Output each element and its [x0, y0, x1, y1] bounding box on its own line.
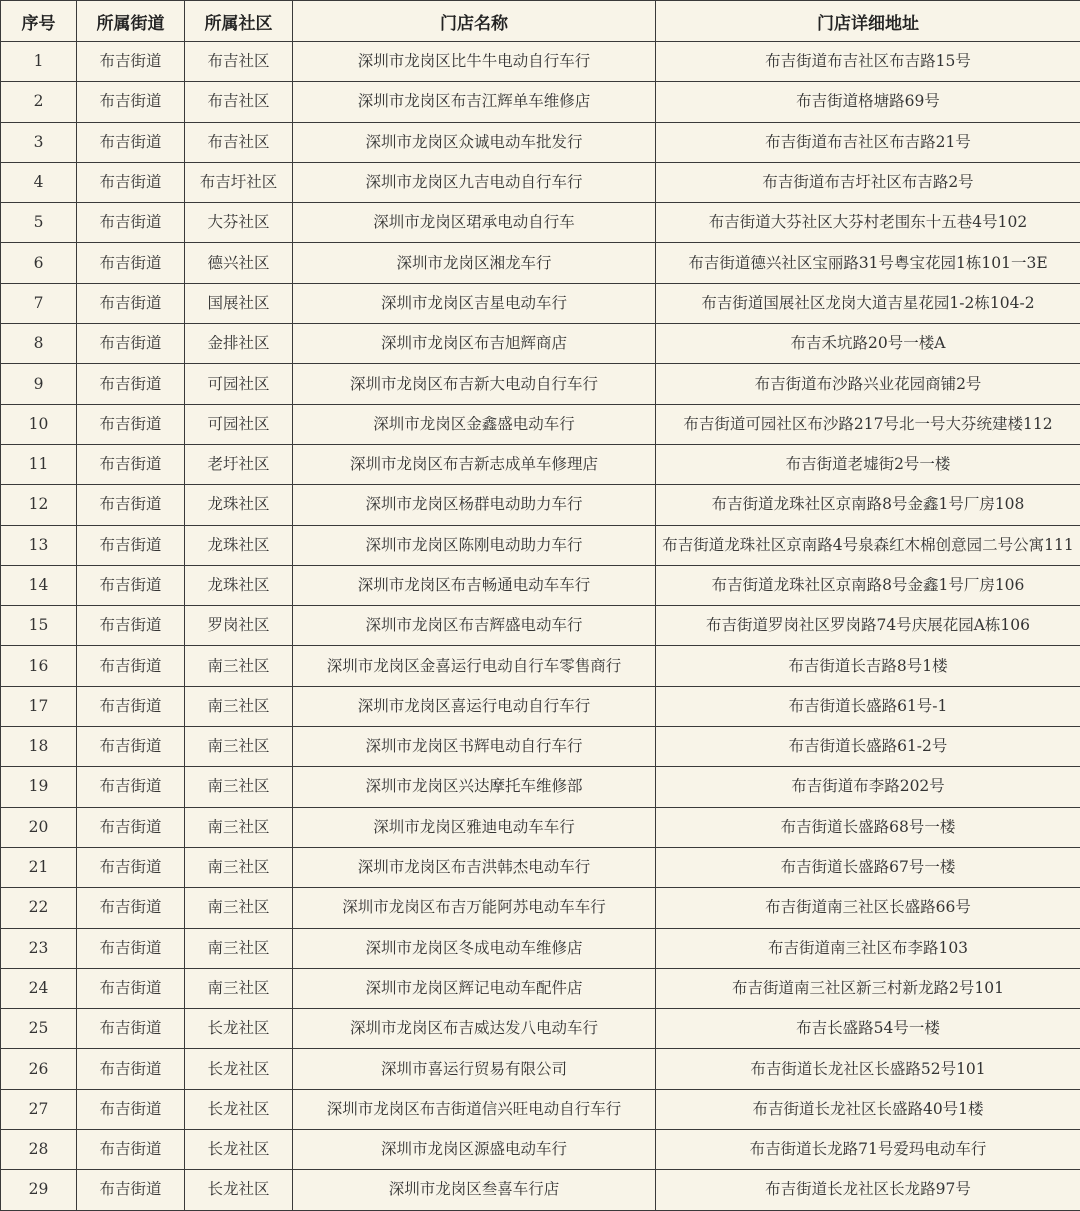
- cell-street: 布吉街道: [77, 122, 185, 162]
- cell-community: 可园社区: [185, 404, 293, 444]
- cell-store-name: 深圳市龙岗区书辉电动自行车行: [293, 727, 656, 767]
- cell-store-name: 深圳市龙岗区叁喜车行店: [293, 1170, 656, 1210]
- cell-store-name: 深圳市龙岗区杨群电动助力车行: [293, 485, 656, 525]
- cell-no: 2: [1, 82, 77, 122]
- cell-no: 24: [1, 968, 77, 1008]
- cell-store-address: 布吉禾坑路20号一楼A: [656, 324, 1080, 364]
- cell-store-address: 布吉街道长龙社区长盛路40号1楼: [656, 1089, 1080, 1129]
- cell-store-address: 布吉街道国展社区龙岗大道吉星花园1-2栋104-2: [656, 283, 1080, 323]
- cell-no: 19: [1, 767, 77, 807]
- table-row: [1, 1170, 1080, 1210]
- cell-store-name: 深圳市龙岗区陈刚电动助力车行: [293, 525, 656, 565]
- table-row: [1, 122, 1080, 162]
- table-row: [1, 807, 1080, 847]
- cell-street: 布吉街道: [77, 1049, 185, 1089]
- cell-street: 布吉街道: [77, 444, 185, 484]
- cell-street: 布吉街道: [77, 606, 185, 646]
- table-row: [1, 203, 1080, 243]
- cell-store-address: 布吉街道布吉圩社区布吉路2号: [656, 162, 1080, 202]
- cell-no: 28: [1, 1130, 77, 1170]
- cell-store-name: 深圳市龙岗区众诚电动车批发行: [293, 122, 656, 162]
- cell-community: 国展社区: [185, 283, 293, 323]
- table-row: [1, 1049, 1080, 1089]
- table-row: [1, 162, 1080, 202]
- cell-community: 布吉圩社区: [185, 162, 293, 202]
- cell-no: 6: [1, 243, 77, 283]
- cell-street: 布吉街道: [77, 525, 185, 565]
- cell-store-address: 布吉街道龙珠社区京南路4号泉森红木棉创意园二号公寓111: [656, 525, 1080, 565]
- cell-store-address: 布吉街道布李路202号: [656, 767, 1080, 807]
- table-row: [1, 646, 1080, 686]
- cell-community: 龙珠社区: [185, 485, 293, 525]
- table-row: [1, 82, 1080, 122]
- header-store-address: 门店详细地址: [656, 1, 1080, 42]
- cell-community: 南三社区: [185, 727, 293, 767]
- cell-no: 17: [1, 686, 77, 726]
- cell-store-address: 布吉街道南三社区长盛路66号: [656, 888, 1080, 928]
- cell-store-address: 布吉街道大芬社区大芬村老围东十五巷4号102: [656, 203, 1080, 243]
- cell-street: 布吉街道: [77, 42, 185, 82]
- cell-no: 15: [1, 606, 77, 646]
- cell-street: 布吉街道: [77, 565, 185, 605]
- cell-street: 布吉街道: [77, 283, 185, 323]
- cell-store-address: 布吉街道龙珠社区京南路8号金鑫1号厂房108: [656, 485, 1080, 525]
- cell-community: 金排社区: [185, 324, 293, 364]
- table-row: [1, 727, 1080, 767]
- cell-community: 布吉社区: [185, 42, 293, 82]
- cell-store-name: 深圳市龙岗区布吉畅通电动车车行: [293, 565, 656, 605]
- cell-store-name: 深圳市龙岗区雅迪电动车车行: [293, 807, 656, 847]
- cell-no: 20: [1, 807, 77, 847]
- cell-street: 布吉街道: [77, 1009, 185, 1049]
- cell-street: 布吉街道: [77, 1089, 185, 1129]
- table-row: [1, 968, 1080, 1008]
- cell-no: 27: [1, 1089, 77, 1129]
- cell-street: 布吉街道: [77, 727, 185, 767]
- cell-community: 德兴社区: [185, 243, 293, 283]
- cell-no: 29: [1, 1170, 77, 1210]
- table-row: [1, 888, 1080, 928]
- cell-no: 25: [1, 1009, 77, 1049]
- cell-store-name: 深圳市龙岗区辉记电动车配件店: [293, 968, 656, 1008]
- table-row: [1, 1009, 1080, 1049]
- cell-store-name: 深圳市龙岗区布吉威达发八电动车行: [293, 1009, 656, 1049]
- cell-store-address: 布吉街道南三社区布李路103: [656, 928, 1080, 968]
- cell-community: 龙珠社区: [185, 565, 293, 605]
- cell-store-name: 深圳市龙岗区冬成电动车维修店: [293, 928, 656, 968]
- cell-community: 龙珠社区: [185, 525, 293, 565]
- cell-community: 大芬社区: [185, 203, 293, 243]
- table-row: [1, 485, 1080, 525]
- cell-community: 长龙社区: [185, 1170, 293, 1210]
- table-row: [1, 404, 1080, 444]
- cell-no: 1: [1, 42, 77, 82]
- cell-no: 22: [1, 888, 77, 928]
- cell-community: 长龙社区: [185, 1130, 293, 1170]
- table-row: [1, 324, 1080, 364]
- cell-store-address: 布吉街道龙珠社区京南路8号金鑫1号厂房106: [656, 565, 1080, 605]
- cell-store-name: 深圳市龙岗区珺承电动自行车: [293, 203, 656, 243]
- cell-no: 21: [1, 847, 77, 887]
- cell-community: 南三社区: [185, 807, 293, 847]
- cell-store-name: 深圳市龙岗区金喜运行电动自行车零售商行: [293, 646, 656, 686]
- cell-store-name: 深圳市龙岗区布吉江辉单车维修店: [293, 82, 656, 122]
- cell-no: 9: [1, 364, 77, 404]
- cell-community: 长龙社区: [185, 1049, 293, 1089]
- cell-street: 布吉街道: [77, 767, 185, 807]
- cell-no: 8: [1, 324, 77, 364]
- cell-store-address: 布吉街道长龙路71号爱玛电动车行: [656, 1130, 1080, 1170]
- cell-store-address: 布吉长盛路54号一楼: [656, 1009, 1080, 1049]
- cell-store-address: 布吉街道可园社区布沙路217号北一号大芬统建楼112: [656, 404, 1080, 444]
- table-row: [1, 847, 1080, 887]
- table-row: [1, 444, 1080, 484]
- cell-no: 13: [1, 525, 77, 565]
- cell-community: 可园社区: [185, 364, 293, 404]
- table-row: [1, 525, 1080, 565]
- cell-community: 南三社区: [185, 888, 293, 928]
- table-row: [1, 42, 1080, 82]
- cell-no: 4: [1, 162, 77, 202]
- cell-store-name: 深圳市龙岗区布吉新志成单车修理店: [293, 444, 656, 484]
- header-no: 序号: [1, 1, 77, 42]
- cell-street: 布吉街道: [77, 82, 185, 122]
- cell-street: 布吉街道: [77, 162, 185, 202]
- cell-store-address: 布吉街道长龙社区长盛路52号101: [656, 1049, 1080, 1089]
- cell-no: 12: [1, 485, 77, 525]
- cell-street: 布吉街道: [77, 203, 185, 243]
- cell-no: 5: [1, 203, 77, 243]
- cell-store-name: 深圳市龙岗区布吉万能阿苏电动车车行: [293, 888, 656, 928]
- table-row: [1, 243, 1080, 283]
- cell-community: 南三社区: [185, 646, 293, 686]
- cell-store-name: 深圳市龙岗区金鑫盛电动车行: [293, 404, 656, 444]
- cell-no: 7: [1, 283, 77, 323]
- cell-street: 布吉街道: [77, 686, 185, 726]
- cell-store-name: 深圳市龙岗区布吉洪韩杰电动车行: [293, 847, 656, 887]
- cell-store-name: 深圳市龙岗区兴达摩托车维修部: [293, 767, 656, 807]
- cell-store-address: 布吉街道长盛路67号一楼: [656, 847, 1080, 887]
- cell-store-name: 深圳市龙岗区九吉电动自行车行: [293, 162, 656, 202]
- table-header: [1, 1, 1080, 42]
- cell-store-name: 深圳市龙岗区湘龙车行: [293, 243, 656, 283]
- cell-store-name: 深圳市龙岗区比牛牛电动自行车行: [293, 42, 656, 82]
- table-row: [1, 565, 1080, 605]
- cell-store-name: 深圳市龙岗区源盛电动车行: [293, 1130, 656, 1170]
- cell-street: 布吉街道: [77, 968, 185, 1008]
- cell-no: 26: [1, 1049, 77, 1089]
- cell-street: 布吉街道: [77, 485, 185, 525]
- cell-no: 18: [1, 727, 77, 767]
- table-row: [1, 1089, 1080, 1129]
- cell-store-address: 布吉街道德兴社区宝丽路31号粤宝花园1栋101一3E: [656, 243, 1080, 283]
- table-row: [1, 364, 1080, 404]
- header-row: [1, 1, 1080, 42]
- cell-community: 布吉社区: [185, 122, 293, 162]
- cell-community: 南三社区: [185, 767, 293, 807]
- cell-community: 老圩社区: [185, 444, 293, 484]
- cell-store-address: 布吉街道长龙社区长龙路97号: [656, 1170, 1080, 1210]
- cell-store-address: 布吉街道布沙路兴业花园商铺2号: [656, 364, 1080, 404]
- cell-store-address: 布吉街道长吉路8号1楼: [656, 646, 1080, 686]
- cell-community: 南三社区: [185, 968, 293, 1008]
- cell-street: 布吉街道: [77, 646, 185, 686]
- cell-store-address: 布吉街道布吉社区布吉路15号: [656, 42, 1080, 82]
- cell-store-name: 深圳市龙岗区吉星电动车行: [293, 283, 656, 323]
- table-row: [1, 606, 1080, 646]
- header-store-name: 门店名称: [293, 1, 656, 42]
- cell-store-address: 布吉街道长盛路61号-1: [656, 686, 1080, 726]
- cell-community: 长龙社区: [185, 1089, 293, 1129]
- cell-no: 10: [1, 404, 77, 444]
- table-row: [1, 1130, 1080, 1170]
- cell-no: 11: [1, 444, 77, 484]
- cell-store-address: 布吉街道长盛路68号一楼: [656, 807, 1080, 847]
- table-body: [1, 42, 1080, 1211]
- cell-street: 布吉街道: [77, 324, 185, 364]
- header-community: 所属社区: [185, 1, 293, 42]
- cell-street: 布吉街道: [77, 243, 185, 283]
- cell-street: 布吉街道: [77, 364, 185, 404]
- cell-store-address: 布吉街道老墟街2号一楼: [656, 444, 1080, 484]
- cell-street: 布吉街道: [77, 807, 185, 847]
- cell-community: 罗岗社区: [185, 606, 293, 646]
- cell-store-address: 布吉街道罗岗社区罗岗路74号庆展花园A栋106: [656, 606, 1080, 646]
- table-row: [1, 686, 1080, 726]
- cell-community: 长龙社区: [185, 1009, 293, 1049]
- cell-community: 南三社区: [185, 928, 293, 968]
- cell-store-name: 深圳市龙岗区布吉辉盛电动车行: [293, 606, 656, 646]
- cell-community: 南三社区: [185, 686, 293, 726]
- table-row: [1, 767, 1080, 807]
- cell-store-name: 深圳市龙岗区布吉街道信兴旺电动自行车行: [293, 1089, 656, 1129]
- header-street: 所属街道: [77, 1, 185, 42]
- cell-no: 23: [1, 928, 77, 968]
- cell-street: 布吉街道: [77, 404, 185, 444]
- cell-store-name: 深圳市龙岗区喜运行电动自行车行: [293, 686, 656, 726]
- cell-street: 布吉街道: [77, 888, 185, 928]
- cell-street: 布吉街道: [77, 847, 185, 887]
- cell-no: 16: [1, 646, 77, 686]
- cell-store-name: 深圳市喜运行贸易有限公司: [293, 1049, 656, 1089]
- cell-street: 布吉街道: [77, 1170, 185, 1210]
- cell-store-address: 布吉街道长盛路61-2号: [656, 727, 1080, 767]
- cell-store-address: 布吉街道布吉社区布吉路21号: [656, 122, 1080, 162]
- cell-street: 布吉街道: [77, 928, 185, 968]
- table-row: [1, 283, 1080, 323]
- cell-store-address: 布吉街道南三社区新三村新龙路2号101: [656, 968, 1080, 1008]
- cell-no: 3: [1, 122, 77, 162]
- cell-no: 14: [1, 565, 77, 605]
- cell-street: 布吉街道: [77, 1130, 185, 1170]
- table-row: [1, 928, 1080, 968]
- cell-community: 南三社区: [185, 847, 293, 887]
- cell-store-name: 深圳市龙岗区布吉新大电动自行车行: [293, 364, 656, 404]
- cell-community: 布吉社区: [185, 82, 293, 122]
- cell-store-name: 深圳市龙岗区布吉旭辉商店: [293, 324, 656, 364]
- cell-store-address: 布吉街道格塘路69号: [656, 82, 1080, 122]
